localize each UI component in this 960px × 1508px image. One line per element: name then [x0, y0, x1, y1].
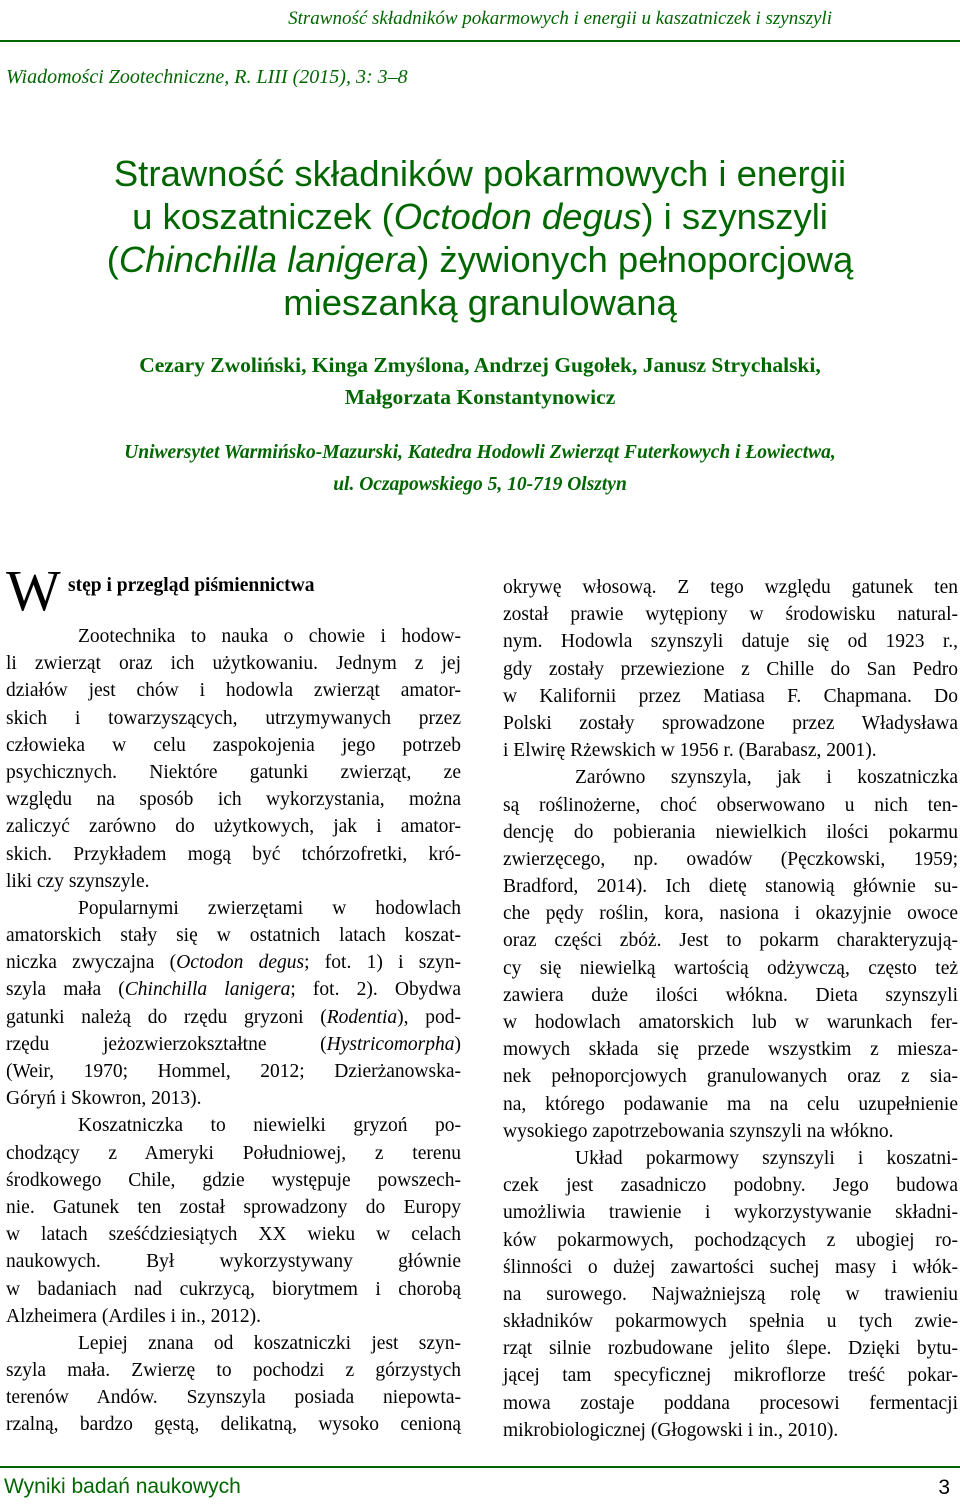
body-line: czek jest zasadniczo podobny. Jego budowa [503, 1175, 958, 1197]
article-title [0, 152, 960, 324]
body-line: względu na sposób ich wykorzystania, można [6, 789, 461, 811]
body-line: rzędu jeżozwierzokształtne (Hystricomorpha) [6, 1033, 461, 1055]
drop-cap: W [6, 558, 61, 623]
body-line: zaliczyć zarówno do użytkowych, jak i amator- [6, 816, 461, 838]
body-column-left [6, 623, 461, 1439]
body-line: w latach sześćdziesiątych XX wieku w celach [6, 1224, 461, 1246]
body-line: Zootechnika to nauka o chowie i hodow- [78, 626, 461, 647]
body-line: cy się niewielką wartością odżywczą, często też [503, 957, 958, 979]
body-line: dencję do pobierania niewielkich ilości pokarmu [503, 821, 958, 843]
body-line: Bradford, 2014). Ich dietę stanowią głównie su- [503, 876, 958, 898]
body-line: ków pokarmowych, pochodzących z ubogiej ro- [503, 1229, 958, 1251]
body-line: i Elwirę Rżewskich w 1956 r. (Barabasz, 2001). [503, 740, 877, 762]
body-line: wysokiego zapotrzebowania szynszyli na włókno. [503, 1120, 894, 1142]
body-line: (Weir, 1970; Hommel, 2012; Dzierżanowska- [6, 1061, 461, 1082]
authors-line: Cezary Zwoliński, Kinga Zmyślona, Andrzej Gugołek, Janusz Strychalski, [139, 353, 821, 377]
body-line: skich. Przykładem mogą być tchórzofretki, kró- [6, 843, 461, 865]
body-line: nym. Hodowla szynszyli datuje się od 1923 r., [503, 631, 958, 653]
body-line: rząt silnie rozbudowane jelito ślepe. Dzięki bytu- [503, 1338, 958, 1360]
page-number: 3 [938, 1476, 950, 1499]
body-line: Alzheimera (Ardiles i in., 2012). [6, 1305, 262, 1327]
body-line: został prawie wytępiony w środowisku natural- [503, 604, 958, 626]
body-line: człowieka w celu zaspokojenia jego potrzeb [6, 734, 461, 756]
body-line: oraz części zbóż. Jest to pokarm charakteryzują- [503, 930, 958, 952]
body-column-right [503, 574, 958, 1444]
title-line: Strawność składników pokarmowych i energii [113, 153, 847, 194]
body-line: li zwierząt oraz ich użytkowaniu. Jednym z jej [6, 653, 461, 675]
footer-divider [0, 1466, 960, 1468]
affiliation-line: Uniwersytet Warmińsko-Mazurski, Katedra Hodowli Zwierząt Futerkowych i Łowiectwa, [124, 442, 836, 463]
title-line: u koszatniczek (Octodon degus) i szynszyli [132, 196, 828, 237]
authors-line: Małgorzata Konstantynowicz [344, 385, 616, 409]
body-line: okrywę włosową. Z tego względu gatunek ten [503, 577, 958, 598]
body-line: w Kalifornii przez Matiasa F. Chapmana. Do [503, 685, 958, 707]
journal-citation: Wiadomości Zootechniczne, R. LIII (2015), 3: 3–8 [6, 66, 408, 88]
affiliation [0, 437, 960, 501]
body-line: rzalną, bardzo gęstą, delikatną, wysoko cenioną [6, 1414, 461, 1436]
body-line: w hodowlach amatorskich lub w warunkach fer- [503, 1012, 958, 1033]
body-line: mikrobiologicznej (Głogowski i in., 2010). [503, 1419, 839, 1441]
body-line: Lepiej znana od koszatniczki jest szyn- [78, 1332, 461, 1354]
body-line: Koszatniczka to niewielki gryzoń po- [78, 1115, 461, 1137]
body-line: naukowych. Był wykorzystywany głównie [6, 1251, 461, 1273]
body-line: skich i towarzyszących, utrzymywanych przez [6, 707, 461, 729]
body-line: liki czy szynszyle. [6, 870, 150, 892]
body-line: szyla mała. Zwierzę to pochodzi z górzystych [6, 1360, 461, 1382]
body-line: niczka zwyczajna (Octodon degus; fot. 1) i szyn- [6, 952, 462, 974]
body-line: ślinności o dużej zawartości suchej masy i włók- [503, 1256, 958, 1278]
body-line: mowa zostaje poddana procesowi fermentacji [503, 1392, 958, 1414]
body-line: gatunki należą do rzędu gryzoni (Rodentia), pod- [6, 1006, 461, 1028]
body-line: w badaniach nad cukrzycą, biorytmem i chorobą [6, 1278, 461, 1300]
body-line: nek pełnoporcjowych granulowanych oraz z sia- [503, 1066, 958, 1088]
title-line: mieszanką granulowaną [283, 282, 677, 323]
body-line: psychicznych. Niektóre gatunki zwierząt, ze [6, 761, 461, 783]
title-line: (Chinchilla lanigera) żywionych pełnoporcjową [106, 239, 854, 280]
body-line: umożliwia trawienie i wykorzystywanie składni- [503, 1202, 958, 1224]
authors [0, 349, 960, 413]
header-divider [0, 40, 960, 42]
body-line: działów jest chów i hodowla zwierząt amator- [6, 680, 461, 702]
body-line: Popularnymi zwierzętami w hodowlach [78, 897, 461, 919]
body-line: jącej tam specyficznej mikroflorze treść pokar- [503, 1365, 958, 1387]
body-line: Układ pokarmowy szynszyli i koszatni- [575, 1147, 958, 1169]
body-line: Polski zostały sprowadzone przez Władysława [503, 712, 958, 734]
body-line: terenów Andów. Szynszyla posiada niepowta- [6, 1387, 461, 1409]
body-line: na surowego. Najważniejszą rolę w trawieniu [503, 1283, 958, 1305]
footer-section-label: Wyniki badań naukowych [4, 1475, 241, 1498]
body-line: składników pokarmowych spełnia u tych zwie- [503, 1311, 958, 1333]
affiliation-line: ul. Oczapowskiego 5, 10-719 Olsztyn [333, 474, 627, 495]
body-line: zawiera duże ilości włókna. Dieta szynszyli [503, 984, 958, 1006]
body-line: zwierzęcego, np. owadów (Pęczkowski, 1959; [503, 848, 958, 870]
body-line: mowych składa się przede wszystkim z miesza- [503, 1039, 958, 1061]
body-line: gdy zostały przewiezione z Chille do San Pedro [503, 658, 958, 680]
body-line: amatorskich stały się w ostatnich latach koszat- [6, 925, 461, 947]
body-line: che pędy roślin, kora, nasiona i okazyjnie owoce [503, 903, 958, 925]
section-heading [6, 558, 461, 626]
body-line: szyla mała (Chinchilla lanigera; fot. 2). Obydwa [6, 979, 461, 1001]
body-line: nie. Gatunek ten został sprowadzony do Europy [6, 1196, 461, 1218]
body-line: chodzący z Ameryki Południowej, z terenu [6, 1142, 461, 1164]
section-title: stęp i przegląd piśmiennictwa [68, 575, 315, 596]
body-line: środkowego Chile, gdzie występuje powszech- [6, 1169, 461, 1191]
body-line: Góryń i Skowron, 2013). [6, 1088, 202, 1110]
body-line: Zarówno szynszyla, jak i koszatniczka [575, 767, 958, 789]
body-line: na, którego podawanie ma na celu uzupełnienie [503, 1093, 958, 1115]
body-line: są roślinożerne, choć obserwowano u nich ten- [503, 794, 958, 816]
running-title: Strawność składników pokarmowych i energii u kaszatniczek i szynszyli [288, 8, 832, 29]
